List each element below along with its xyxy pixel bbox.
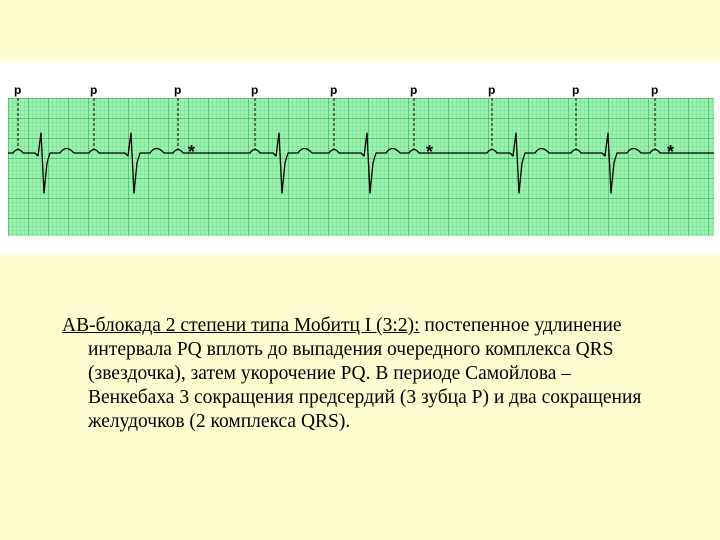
p-wave-label: p [90, 83, 98, 97]
dropped-beat-star: * [188, 142, 196, 162]
caption-body: постепенное удлинение интервала PQ вплоть до выпадения очередного комплекса QRS (звездочка), затем укорочение PQ. В периоде Самойлова – Венкебаха 3 сокращения предсердий (3 зубца P) и два сокращения желудочков (2 комплекса QRS). [88, 315, 642, 432]
p-wave-label: p [410, 83, 418, 97]
grid-lines [8, 98, 714, 236]
p-wave-label: p [572, 83, 580, 97]
caption-paragraph [62, 314, 662, 434]
caption-title: АВ-блокада 2 степени типа Мобитц I (3:2): [62, 315, 420, 336]
caption [62, 314, 662, 434]
p-wave-label: p [251, 83, 259, 97]
p-wave-label: p [330, 83, 338, 97]
p-wave-label: p [174, 83, 182, 97]
p-wave-label: p [651, 83, 659, 97]
p-wave-label: p [14, 83, 22, 97]
dropped-beat-star: * [667, 142, 675, 162]
ecg-chart [0, 61, 720, 255]
p-wave-label: p [488, 83, 496, 97]
dropped-beat-star: * [426, 142, 434, 162]
ecg-strip [0, 61, 720, 255]
